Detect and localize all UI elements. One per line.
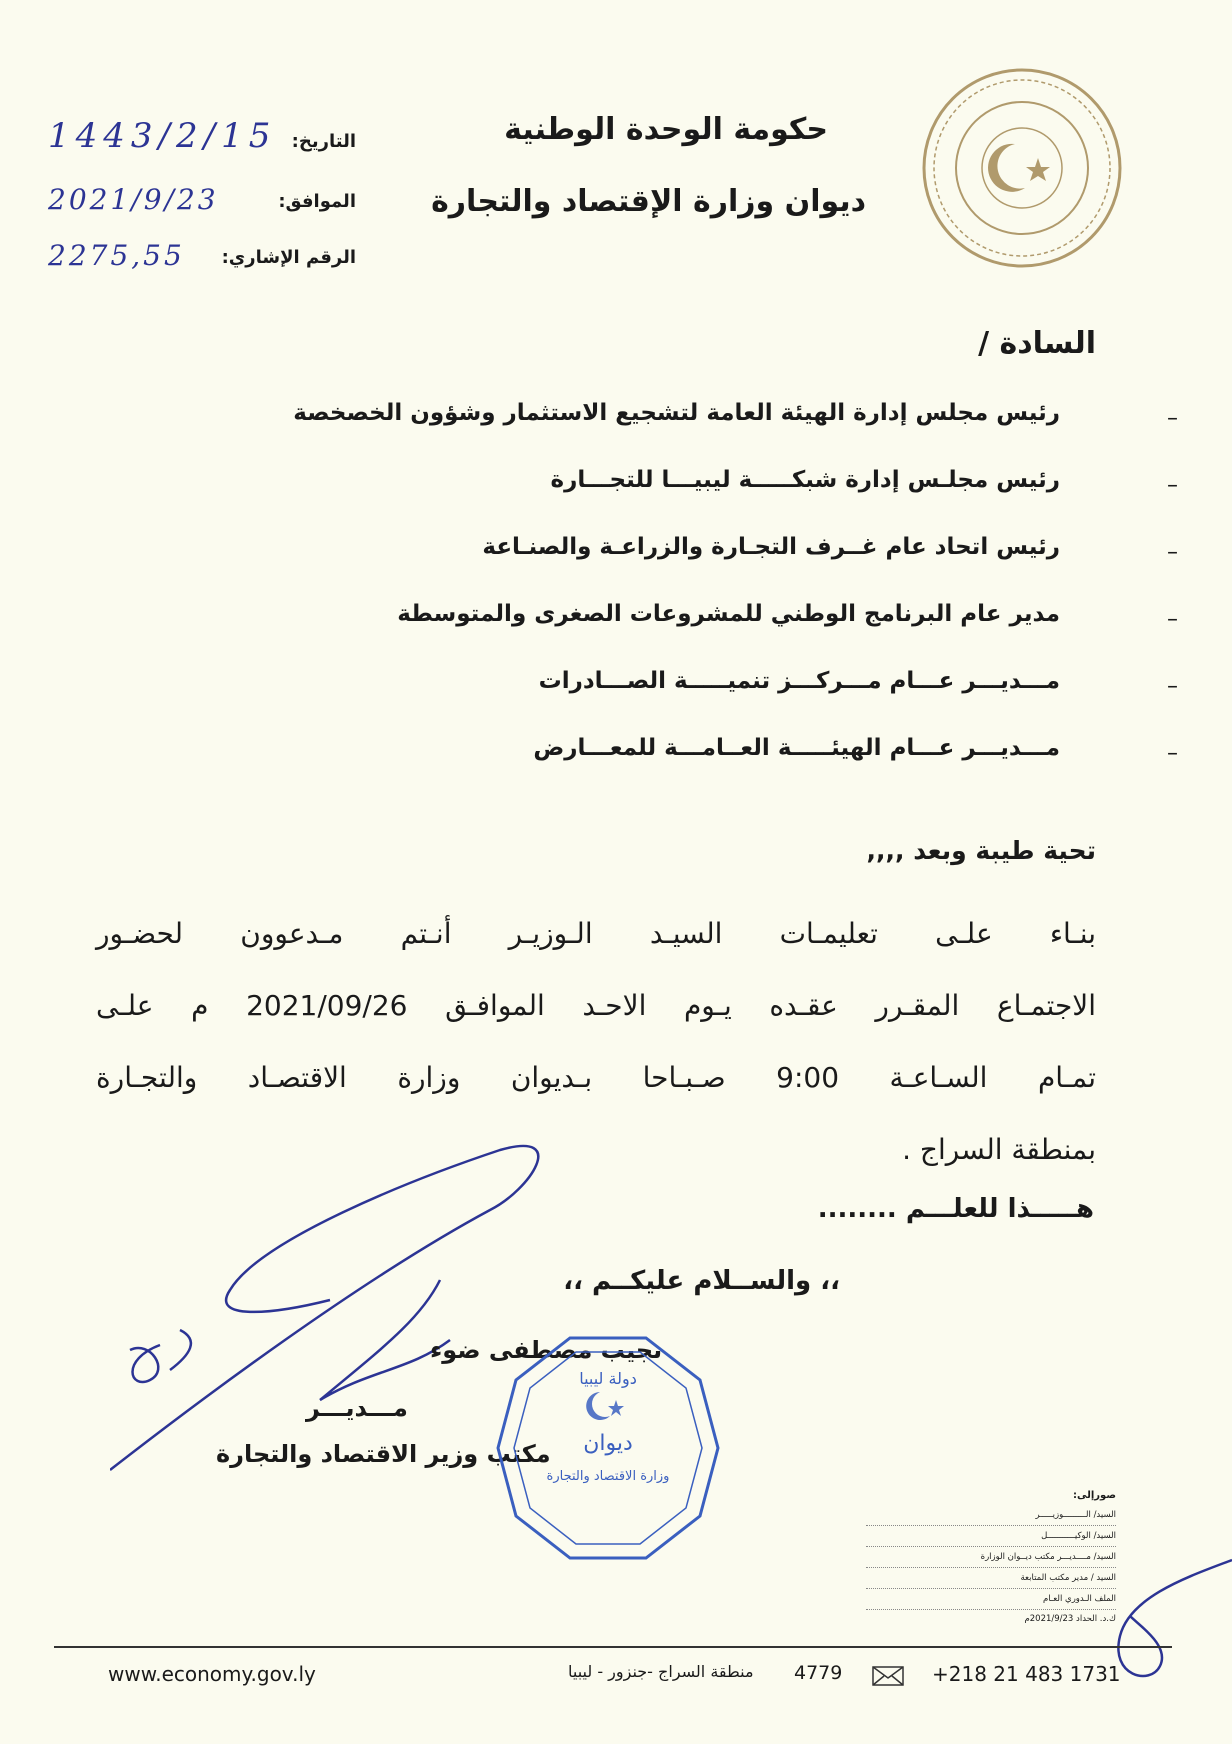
copy-item: السيد/ الـــــــــوزيـــــر: [866, 1505, 1116, 1526]
recipients-list: [240, 400, 1178, 802]
bullet-dash: –: [1167, 540, 1178, 565]
ministry-emblem-seal: [920, 66, 1124, 270]
closing-regards: ،، والســلام عليكــم ،،: [563, 1266, 840, 1296]
reference-label: الرقم الإشاري:: [221, 247, 356, 268]
recipient-item: [240, 601, 1178, 668]
signatory-office: مكتب وزير الاقتصاد والتجارة: [216, 1440, 551, 1468]
footer-phone: +218 21 483 1731: [932, 1662, 1121, 1686]
recipient-text: رئيس مجلس إدارة الهيئة العامة لتشجيع الاستثمار وشؤون الخصخصة: [293, 400, 1060, 426]
bullet-dash: –: [1167, 741, 1178, 766]
recipient-text: مـــديـــر عـــام مـــركـــز تنميـــــة الصـــادرات: [538, 668, 1060, 694]
initials-mark: [1110, 1556, 1232, 1686]
hijri-date-label: التاريخ:: [291, 131, 356, 152]
government-name: حكومة الوحدة الوطنية: [504, 112, 828, 147]
recipient-text: مدير عام البرنامج الوطني للمشروعات الصغرى والمتوسطة: [397, 601, 1060, 627]
recipient-text: رئيس اتحاد عام غــرف التجـارة والزراعـة والصنـاعة: [482, 534, 1060, 560]
bullet-dash: –: [1167, 473, 1178, 498]
salutation: السادة /: [978, 326, 1096, 361]
copy-item: السيد/ الوكيـــــــــــل: [866, 1526, 1116, 1547]
greeting: تحية طيبة وبعد ,,,,: [866, 836, 1096, 865]
recipient-text: رئيس مجلـس إدارة شبكـــــة ليبيـــا للتجـــارة: [550, 467, 1060, 493]
recipient-item: [240, 400, 1178, 467]
copy-item: الملف الـدوري العـام: [866, 1589, 1116, 1610]
gregorian-date-label: الموافق:: [278, 191, 356, 212]
bullet-dash: –: [1167, 674, 1178, 699]
body-line: تمـام السـاعـة 9:00 صـبـاحا بـديوان وزارة الاقتصـاد والتجـارة: [96, 1061, 1096, 1094]
copy-item: السيد/ مــــديـــر مكتب ديــوان الوزارة: [866, 1547, 1116, 1568]
copies-date-line: ك.د. الحداد 2021/9/23م: [1024, 1614, 1116, 1624]
ministry-name: ديوان وزارة الإقتصاد والتجارة: [431, 184, 866, 219]
footer-divider: [54, 1646, 1172, 1648]
copies-heading: صورإلى:: [1073, 1490, 1116, 1501]
reference-value: 2275,55: [48, 239, 185, 272]
recipient-item: [240, 735, 1178, 802]
footer-address: منطقة السراج -جنزور - ليبيا: [568, 1662, 754, 1681]
stamp-text-top: دولة ليبيا: [579, 1369, 637, 1388]
body-line: الاجتمـاع المقـرر عقـده يـوم الاحـد الموافـق 2021/09/26 م علـى: [96, 989, 1097, 1022]
gregorian-date-row: [40, 170, 360, 220]
official-stamp: [490, 1330, 726, 1566]
envelope-icon: [872, 1666, 904, 1686]
body-line: بمنطقة السراج .: [902, 1133, 1096, 1166]
stamp-text-sub: وزارة الاقتصاد والتجارة: [546, 1469, 670, 1484]
gregorian-date-value: 2021/9/23: [48, 183, 219, 216]
footer-po-box: 4779: [794, 1662, 843, 1684]
copy-item: السيد / مدير مكتب المتابعة: [866, 1568, 1116, 1589]
signatory-title: مـــديـــر: [306, 1394, 408, 1422]
copies-list: [866, 1490, 1116, 1628]
reference-row: [40, 226, 360, 276]
recipient-item: [240, 668, 1178, 735]
bullet-dash: –: [1167, 607, 1178, 632]
hijri-date-row: [40, 110, 360, 160]
recipient-text: مـــديـــر عـــام الهيئـــــة العــامـــة للمعـــارض: [533, 735, 1060, 761]
recipient-item: [240, 467, 1178, 534]
closing-for-information: هـــــذا للعلـــم ........: [817, 1194, 1094, 1224]
stamp-text-main: ديوان: [583, 1431, 633, 1456]
signatory-name: نجيب مصطفى ضوء: [430, 1336, 663, 1364]
bullet-dash: –: [1167, 406, 1178, 431]
recipient-item: [240, 534, 1178, 601]
footer-website: www.economy.gov.ly: [108, 1662, 316, 1686]
body-line: بنـاء علـى تعليمـات السيـد الـوزيـر أنـتم مـدعوون لحضـور: [96, 917, 1096, 950]
hijri-date-value: 1443/2/15: [48, 116, 277, 156]
